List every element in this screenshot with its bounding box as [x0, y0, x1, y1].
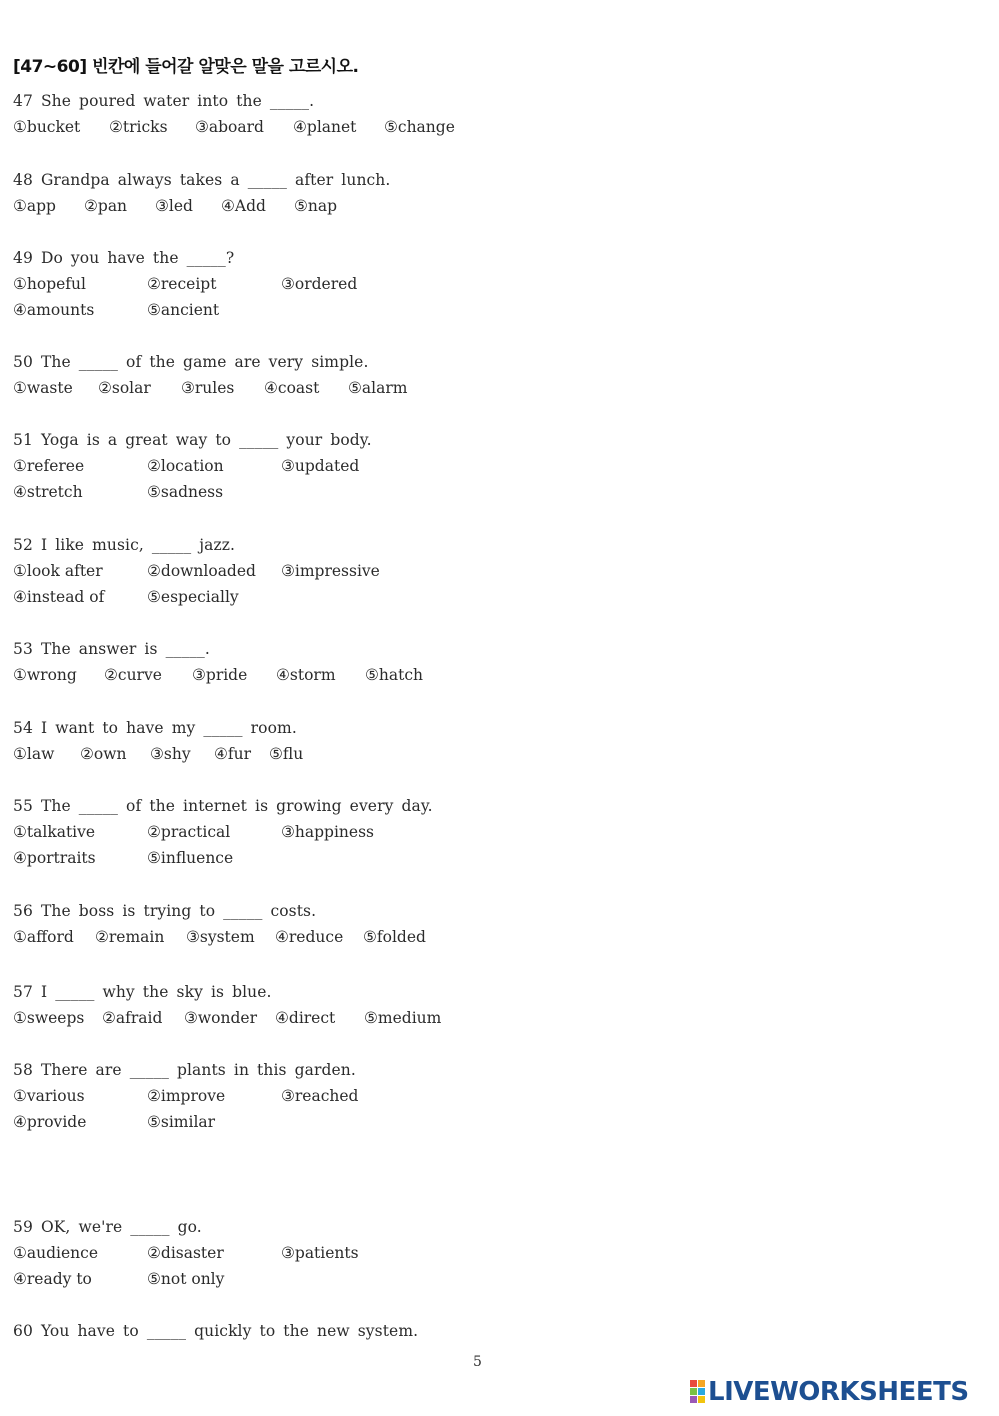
question-55: [13, 793, 433, 871]
answer-option[interactable]: ①sweeps: [13, 1009, 85, 1027]
answer-option[interactable]: ①referee: [13, 457, 85, 475]
answer-option[interactable]: ⑤alarm: [348, 379, 408, 397]
answer-option[interactable]: ②improve: [147, 1087, 226, 1105]
answer-option[interactable]: ④instead of: [13, 588, 105, 606]
answer-option[interactable]: ④storm: [276, 666, 336, 684]
question-52: [13, 532, 380, 610]
question-stem: 47 She poured water into the _____.: [13, 92, 315, 110]
answer-option[interactable]: ②own: [80, 745, 127, 763]
question-59: [13, 1214, 359, 1292]
options-row: [13, 924, 426, 950]
answer-option[interactable]: ④reduce: [275, 928, 344, 946]
options-row: [13, 1005, 442, 1031]
options-row: [13, 114, 455, 140]
answer-option[interactable]: ②afraid: [102, 1009, 163, 1027]
options-row: [13, 845, 433, 871]
page-number: 5: [473, 1354, 482, 1370]
answer-option[interactable]: ③happiness: [281, 823, 374, 841]
question-stem: 58 There are _____ plants in this garden.: [13, 1061, 356, 1079]
question-stem: 49 Do you have the _____?: [13, 249, 235, 267]
section-header: [47~60] 빈칸에 들어갈 알맞은 말을 고르시오.: [13, 57, 359, 77]
answer-option[interactable]: ②pan: [84, 197, 128, 215]
answer-option[interactable]: ⑤hatch: [365, 666, 424, 684]
answer-option[interactable]: ③pride: [192, 666, 248, 684]
liveworksheets-logo-icon: [690, 1380, 706, 1404]
question-57: [13, 979, 442, 1031]
options-row: [13, 662, 424, 688]
answer-option[interactable]: ①look after: [13, 562, 103, 580]
answer-option[interactable]: ⑤influence: [147, 849, 234, 867]
question-51: [13, 427, 372, 505]
question-stem: 54 I want to have my _____ room.: [13, 719, 297, 737]
answer-option[interactable]: ①afford: [13, 928, 74, 946]
brand-name: LIVEWORKSHEETS: [708, 1377, 969, 1407]
question-stem: 60 You have to _____ quickly to the new system.: [13, 1322, 419, 1340]
options-row: [13, 584, 239, 610]
answer-option[interactable]: ③impressive: [281, 562, 380, 580]
answer-option[interactable]: ①law: [13, 745, 55, 763]
question-47: [13, 88, 455, 140]
question-stem: 56 The boss is trying to _____ costs.: [13, 902, 317, 920]
answer-option[interactable]: ⑤nap: [294, 197, 338, 215]
options-row: [13, 271, 358, 297]
answer-option[interactable]: ①talkative: [13, 823, 96, 841]
answer-option[interactable]: ⑤especially: [147, 588, 239, 606]
question-stem: 55 The _____ of the internet is growing every day.: [13, 797, 433, 815]
answer-option[interactable]: ③led: [155, 197, 193, 215]
options-row: [13, 453, 372, 479]
answer-option[interactable]: ③patients: [281, 1244, 359, 1262]
question-stem: 50 The _____ of the game are very simple.: [13, 353, 369, 371]
answer-option[interactable]: ③aboard: [195, 118, 264, 136]
answer-option[interactable]: ④Add: [221, 197, 266, 215]
options-row: [13, 193, 390, 219]
question-stem: 53 The answer is _____.: [13, 640, 210, 658]
answer-option[interactable]: ③wonder: [184, 1009, 257, 1027]
answer-option[interactable]: ②downloaded: [147, 562, 256, 580]
answer-option[interactable]: ②tricks: [109, 118, 168, 136]
answer-option[interactable]: ⑤change: [384, 118, 455, 136]
answer-option[interactable]: ②curve: [104, 666, 162, 684]
question-60: [13, 1318, 418, 1344]
question-stem: 48 Grandpa always takes a _____ after lunch.: [13, 171, 391, 189]
answer-option[interactable]: ④stretch: [13, 483, 83, 501]
answer-option[interactable]: ⑤medium: [364, 1009, 442, 1027]
answer-option[interactable]: ①bucket: [13, 118, 81, 136]
answer-option[interactable]: ④direct: [275, 1009, 336, 1027]
answer-option[interactable]: ⑤similar: [147, 1113, 216, 1131]
answer-option[interactable]: ③reached: [281, 1087, 359, 1105]
options-row: [13, 741, 304, 767]
answer-option[interactable]: ④provide: [13, 1113, 87, 1131]
question-stem: 52 I like music, _____ jazz.: [13, 536, 236, 554]
answer-option[interactable]: ④ready to: [13, 1270, 92, 1288]
brand-logo: [690, 1377, 969, 1407]
options-row: [13, 479, 372, 505]
options-row: [13, 558, 380, 584]
answer-option[interactable]: ①waste: [13, 379, 73, 397]
question-58: [13, 1057, 359, 1135]
answer-option[interactable]: ③system: [186, 928, 255, 946]
answer-option[interactable]: ⑤flu: [269, 745, 304, 763]
answer-option[interactable]: ②practical: [147, 823, 231, 841]
question-48: [13, 167, 390, 219]
options-row: [13, 1109, 356, 1135]
answer-option[interactable]: ⑤folded: [363, 928, 426, 946]
answer-option[interactable]: ③updated: [281, 457, 360, 475]
options-row: [13, 297, 234, 323]
answer-option[interactable]: ①hopeful: [13, 275, 86, 293]
answer-option[interactable]: ②receipt: [147, 275, 217, 293]
answer-option[interactable]: ④coast: [264, 379, 320, 397]
answer-option[interactable]: ②solar: [98, 379, 151, 397]
answer-option[interactable]: ④amounts: [13, 301, 95, 319]
options-row: [13, 375, 408, 401]
answer-option[interactable]: ④planet: [293, 118, 357, 136]
question-stem: 51 Yoga is a great way to _____ your body.: [13, 431, 372, 449]
answer-option[interactable]: ⑤ancient: [147, 301, 220, 319]
answer-option[interactable]: ②disaster: [147, 1244, 224, 1262]
question-56: [13, 898, 426, 950]
question-54: [13, 715, 304, 767]
answer-option[interactable]: ③ordered: [281, 275, 358, 293]
options-row: [13, 1266, 225, 1292]
question-stem: 57 I _____ why the sky is blue.: [13, 983, 272, 1001]
answer-option[interactable]: ⑤sadness: [147, 483, 224, 501]
answer-option[interactable]: ⑤not only: [147, 1270, 225, 1288]
question-53: [13, 636, 424, 688]
answer-option[interactable]: ②location: [147, 457, 224, 475]
answer-option[interactable]: ①wrong: [13, 666, 77, 684]
answer-option[interactable]: ④fur: [214, 745, 252, 763]
question-50: [13, 349, 408, 401]
answer-option[interactable]: ①app: [13, 197, 56, 215]
answer-option[interactable]: ③shy: [150, 745, 191, 763]
question-stem: 59 OK, we're _____ go.: [13, 1218, 202, 1236]
answer-option[interactable]: ②remain: [95, 928, 165, 946]
answer-option[interactable]: ③rules: [181, 379, 235, 397]
options-row: [13, 1083, 359, 1109]
answer-option[interactable]: ①audience: [13, 1244, 99, 1262]
question-49: [13, 245, 358, 323]
answer-option[interactable]: ④portraits: [13, 849, 96, 867]
options-row: [13, 819, 433, 845]
answer-option[interactable]: ①various: [13, 1087, 85, 1105]
options-row: [13, 1240, 359, 1266]
